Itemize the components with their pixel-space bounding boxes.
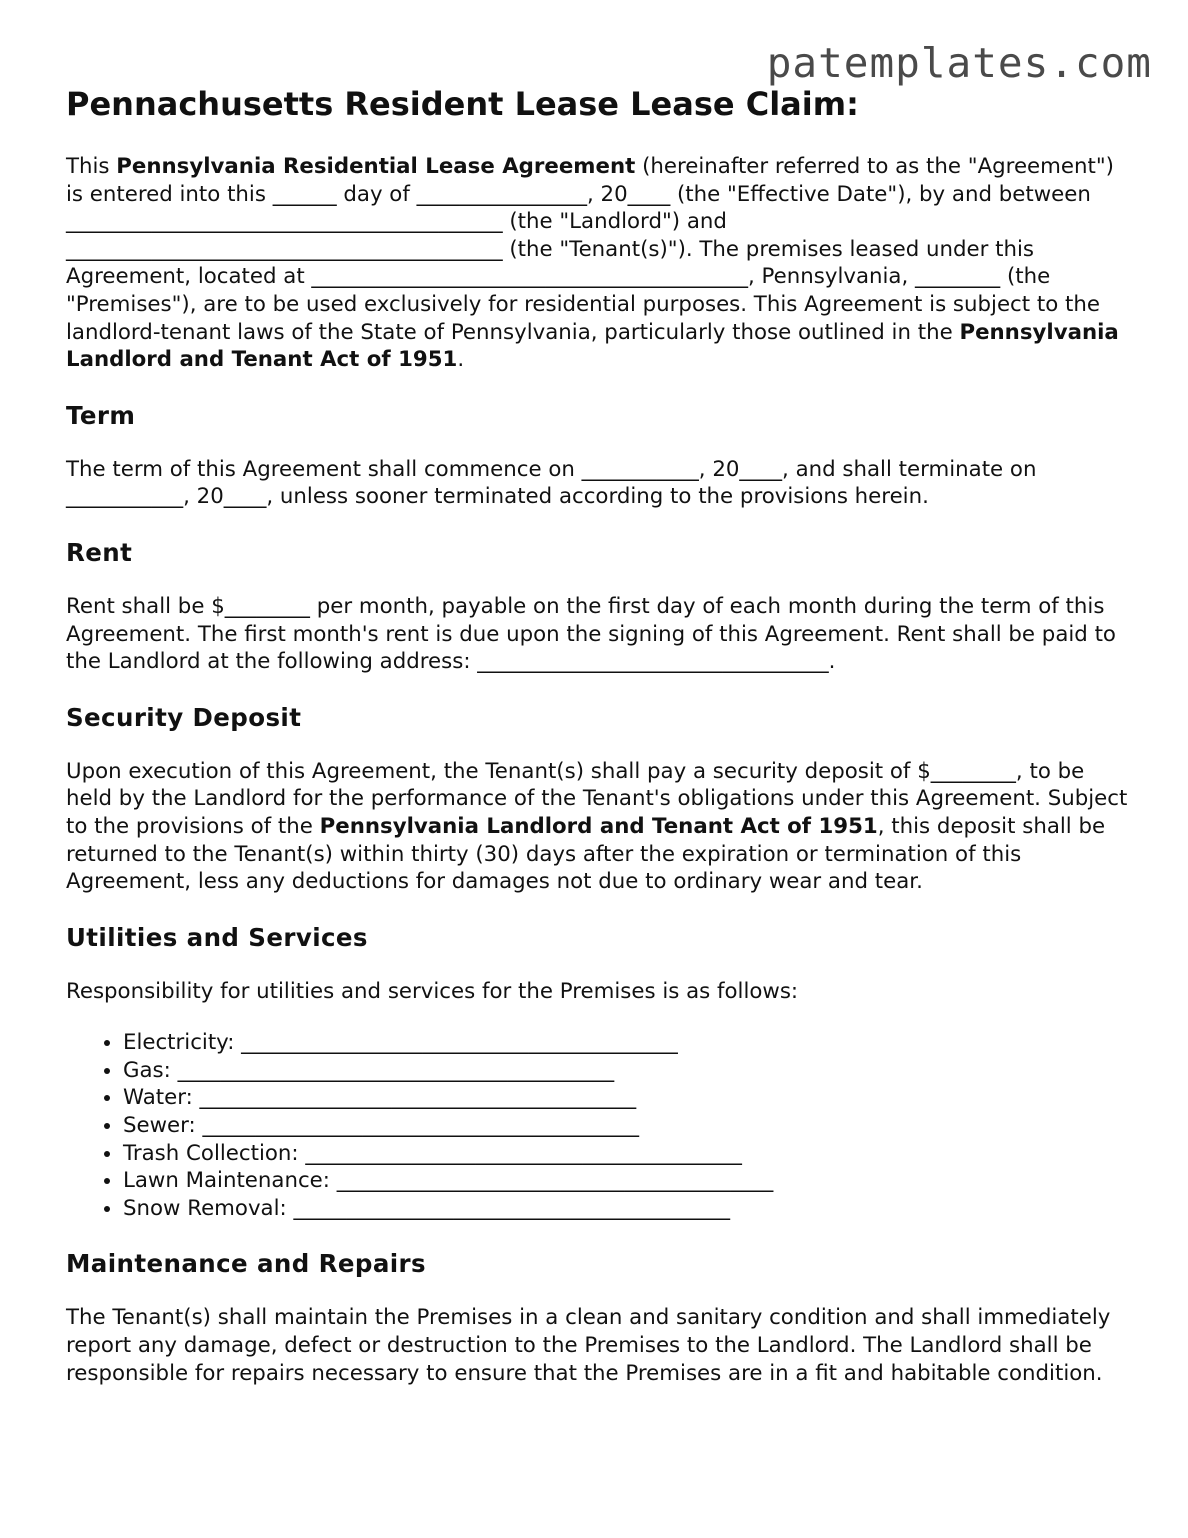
utilities-paragraph: Responsibility for utilities and services for the Premises is as follows: <box>66 978 799 1004</box>
document-body <box>66 153 1130 1387</box>
utility-item-snow-removal: • Snow Removal: _________________________________________ <box>123 1195 1130 1223</box>
intro-text-2: (hereinafter referred to as the "Agreement") is entered into this ______ day of ________________, 20____ (the "Effective Date"), by and between _________________________________________ (the "Landlord") and _________________________________________ (the "Tenant(s)"). The premises leased under this Agreement, located at _________________________________________, Pennsylvania, ________ (the "Premises"), are to be used exclusively for residential purposes. This Agreement is subject to the landlord-tenant laws of the State of Pennsylvania, particularly those outlined in the <box>66 154 1114 345</box>
utilities-list <box>66 1029 1130 1222</box>
deposit-bold-act-name: Pennsylvania Landlord and Tenant Act of 1951 <box>319 813 878 839</box>
term-heading: Term <box>66 400 136 430</box>
intro-bold-act-name: Pennsylvania Landlord and Tenant Act of 1951 <box>66 319 1119 373</box>
rent-paragraph: Rent shall be $________ per month, payable on the first day of each month during the term of this Agreement. The first month's rent is due upon the signing of this Agreement. Rent shall be paid to the Landlord at the following address: _________________________________. <box>66 593 1116 675</box>
utility-item-lawn-maintenance: • Lawn Maintenance: _________________________________________ <box>123 1167 1130 1195</box>
deposit-text-2: , this deposit shall be returned to the Tenant(s) within thirty (30) days after the expiration or termination of this Agreement, less any deductions for damages not due to ordinary wear and tear. <box>66 813 1106 895</box>
maintenance-paragraph: The Tenant(s) shall maintain the Premises in a clean and sanitary condition and shall immediately report any damage, defect or destruction to the Premises to the Landlord. The Landlord shall be responsible for repairs necessary to ensure that the Premises are in a fit and habitable condition. <box>66 1305 1111 1386</box>
rent-heading: Rent <box>66 537 133 567</box>
intro-paragraph <box>66 153 1130 374</box>
document-title: Pennachusetts Resident Lease Lease Claim: <box>66 85 859 123</box>
utility-item-gas: • Gas: _________________________________________ <box>123 1057 1130 1085</box>
intro-text-3: . <box>457 347 465 373</box>
intro-bold-agreement-name: Pennsylvania Residential Lease Agreement <box>116 154 636 179</box>
maintenance-heading: Maintenance and Repairs <box>66 1249 427 1279</box>
term-paragraph: The term of this Agreement shall commence on ___________, 20____, and shall terminate on ___________, 20____, unless sooner terminated according to the provisions herein. <box>66 456 1037 510</box>
utility-item-electricity: • Electricity: _________________________________________ <box>123 1029 1130 1057</box>
security-deposit-paragraph <box>66 758 1130 896</box>
utility-item-sewer: • Sewer: _________________________________________ <box>123 1112 1130 1140</box>
watermark-text: patemplates.com <box>766 39 1152 87</box>
utility-item-water: • Water: _________________________________________ <box>123 1084 1130 1112</box>
intro-text-1: This <box>66 154 117 179</box>
security-deposit-heading: Security Deposit <box>66 702 302 732</box>
utility-item-trash-collection: • Trash Collection: _________________________________________ <box>123 1140 1130 1168</box>
utilities-heading: Utilities and Services <box>66 922 368 952</box>
deposit-text-1: Upon execution of this Agreement, the Tenant(s) shall pay a security deposit of $________, to be held by the Landlord for the performance of the Tenant's obligations under this Agreement. Subject to the provisions of the <box>66 758 1128 839</box>
